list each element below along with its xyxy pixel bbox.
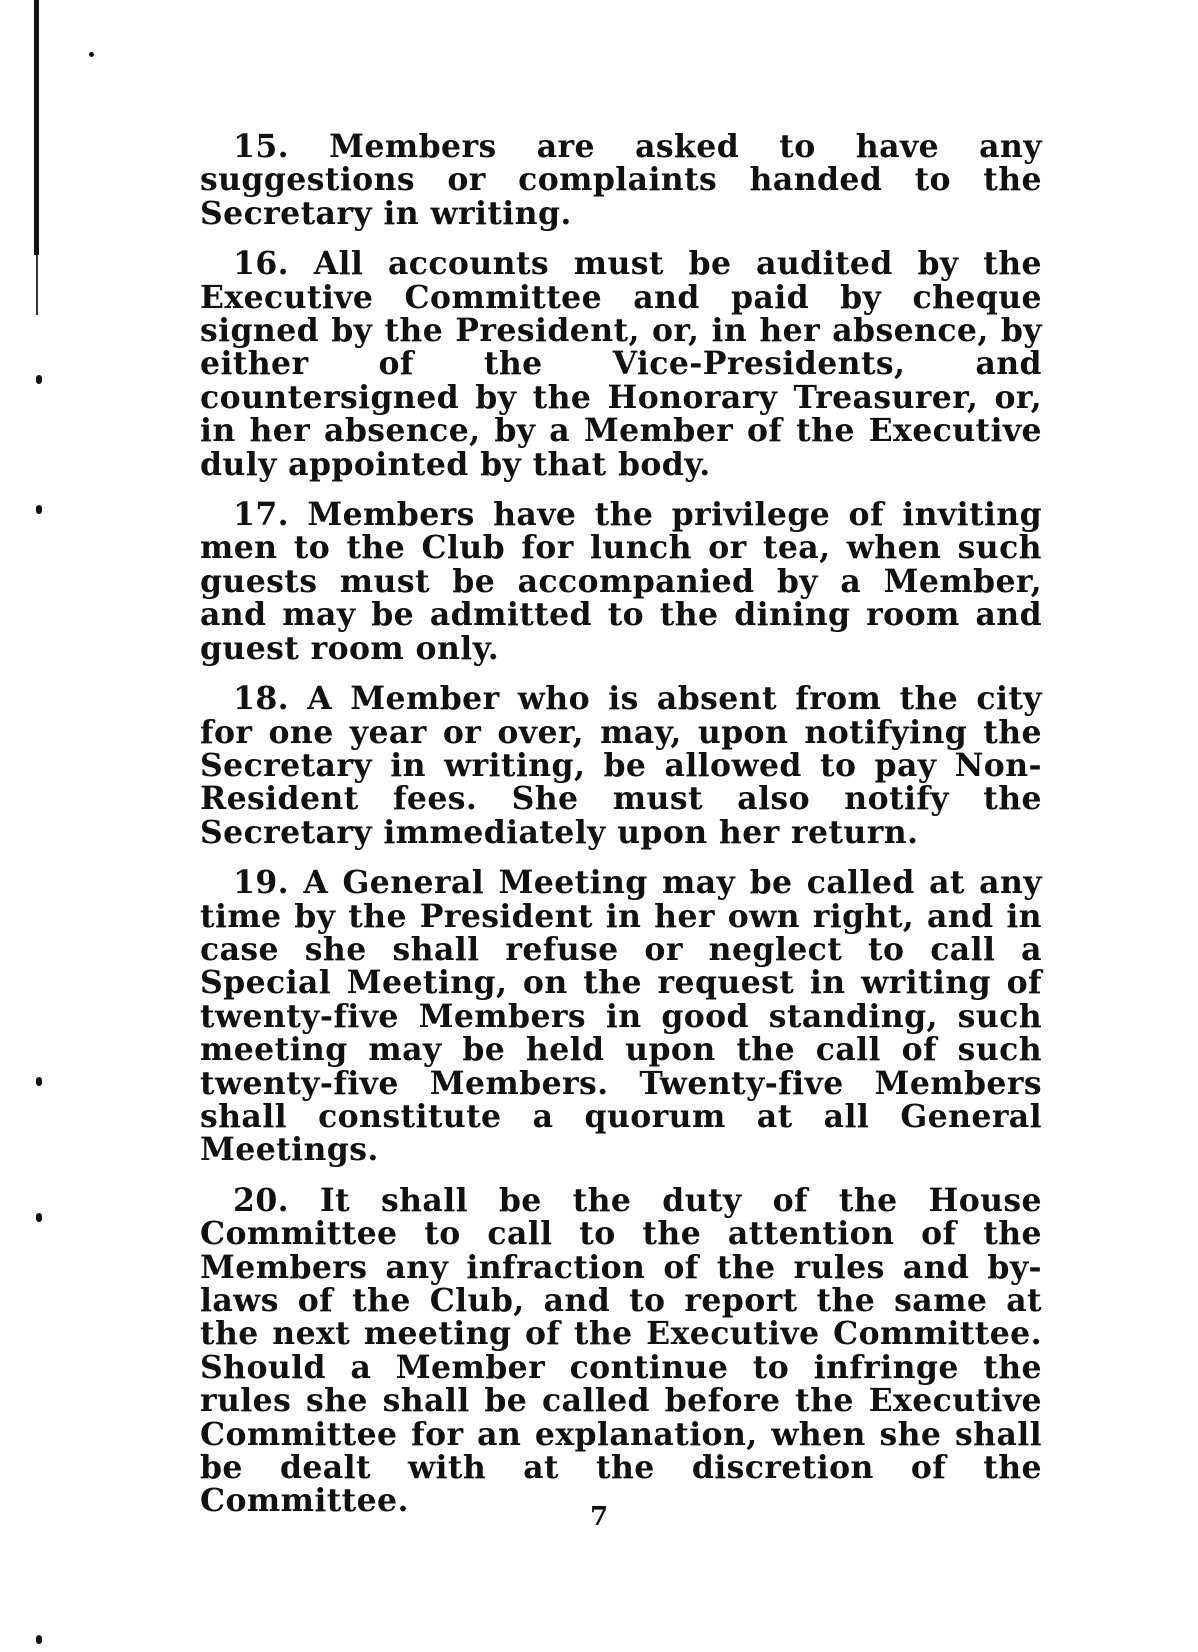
margin-rule-lower	[36, 255, 38, 315]
rule-text: A Member who is absent from the city for one year or over, may, upon notifying the Secretary in writing, be allowed to pay Non-Resident fees. She must also notify the Secretary immediately upon her return.	[200, 680, 1042, 851]
rule-text: It shall be the duty of the House Committee to call to the attention of the Members any infraction of the rules and by-laws of the Club, and to report the same at the next meeting of the Executive Committee. Should a Member continue to infringe the rules she shall be called before the Executive Committee for an explanation, when she shall be dealt with at the discretion of the Committee.	[200, 1181, 1042, 1520]
rules-text	[200, 130, 1042, 1535]
rule-text: Members are asked to have any suggestions or complaints handed to the Secretary in writing.	[200, 128, 1042, 232]
rule-17	[200, 498, 1042, 665]
margin-speck	[36, 1635, 42, 1644]
page-number: 7	[589, 1502, 609, 1532]
margin-rule	[34, 0, 39, 255]
rule-text: All accounts must be audited by the Executive Committee and paid by cheque signed by the President, or, in her absence, by either of the Vice-Presidents, and countersigned by the Honorary Treasurer, or, in her absence, by a Member of the Executive duly appointed by that body.	[200, 245, 1042, 483]
margin-speck	[36, 375, 42, 384]
rule-16	[200, 247, 1042, 481]
margin-speck	[36, 505, 42, 514]
rule-text: A General Meeting may be called at any time by the President in her own right, and in case she shall refuse or neglect to call a Special Meeting, on the request in writing of twenty-five Members in good standing, such meeting may be held upon the call of such twenty-five Members. Twenty-five Members shall constitute a quorum at all General Meetings.	[200, 864, 1042, 1169]
rule-number: 18.	[233, 680, 290, 718]
rule-number: 15.	[233, 128, 290, 165]
rule-number: 16.	[233, 245, 290, 283]
rule-text: Members have the privilege of inviting men to the Club for lunch or tea, when such guests must be accompanied by a Member, and may be admitted to the dining room and guest room only.	[200, 496, 1042, 667]
margin-speck	[89, 52, 94, 57]
rule-number: 17.	[233, 496, 290, 534]
rule-19	[200, 866, 1042, 1167]
margin-speck	[36, 1213, 42, 1222]
rule-20	[200, 1181, 1042, 1520]
rule-18	[200, 682, 1042, 849]
rule-15	[200, 130, 1042, 230]
rule-number: 20.	[233, 1181, 290, 1219]
margin-speck	[36, 1077, 42, 1086]
rule-number: 19.	[233, 864, 290, 902]
